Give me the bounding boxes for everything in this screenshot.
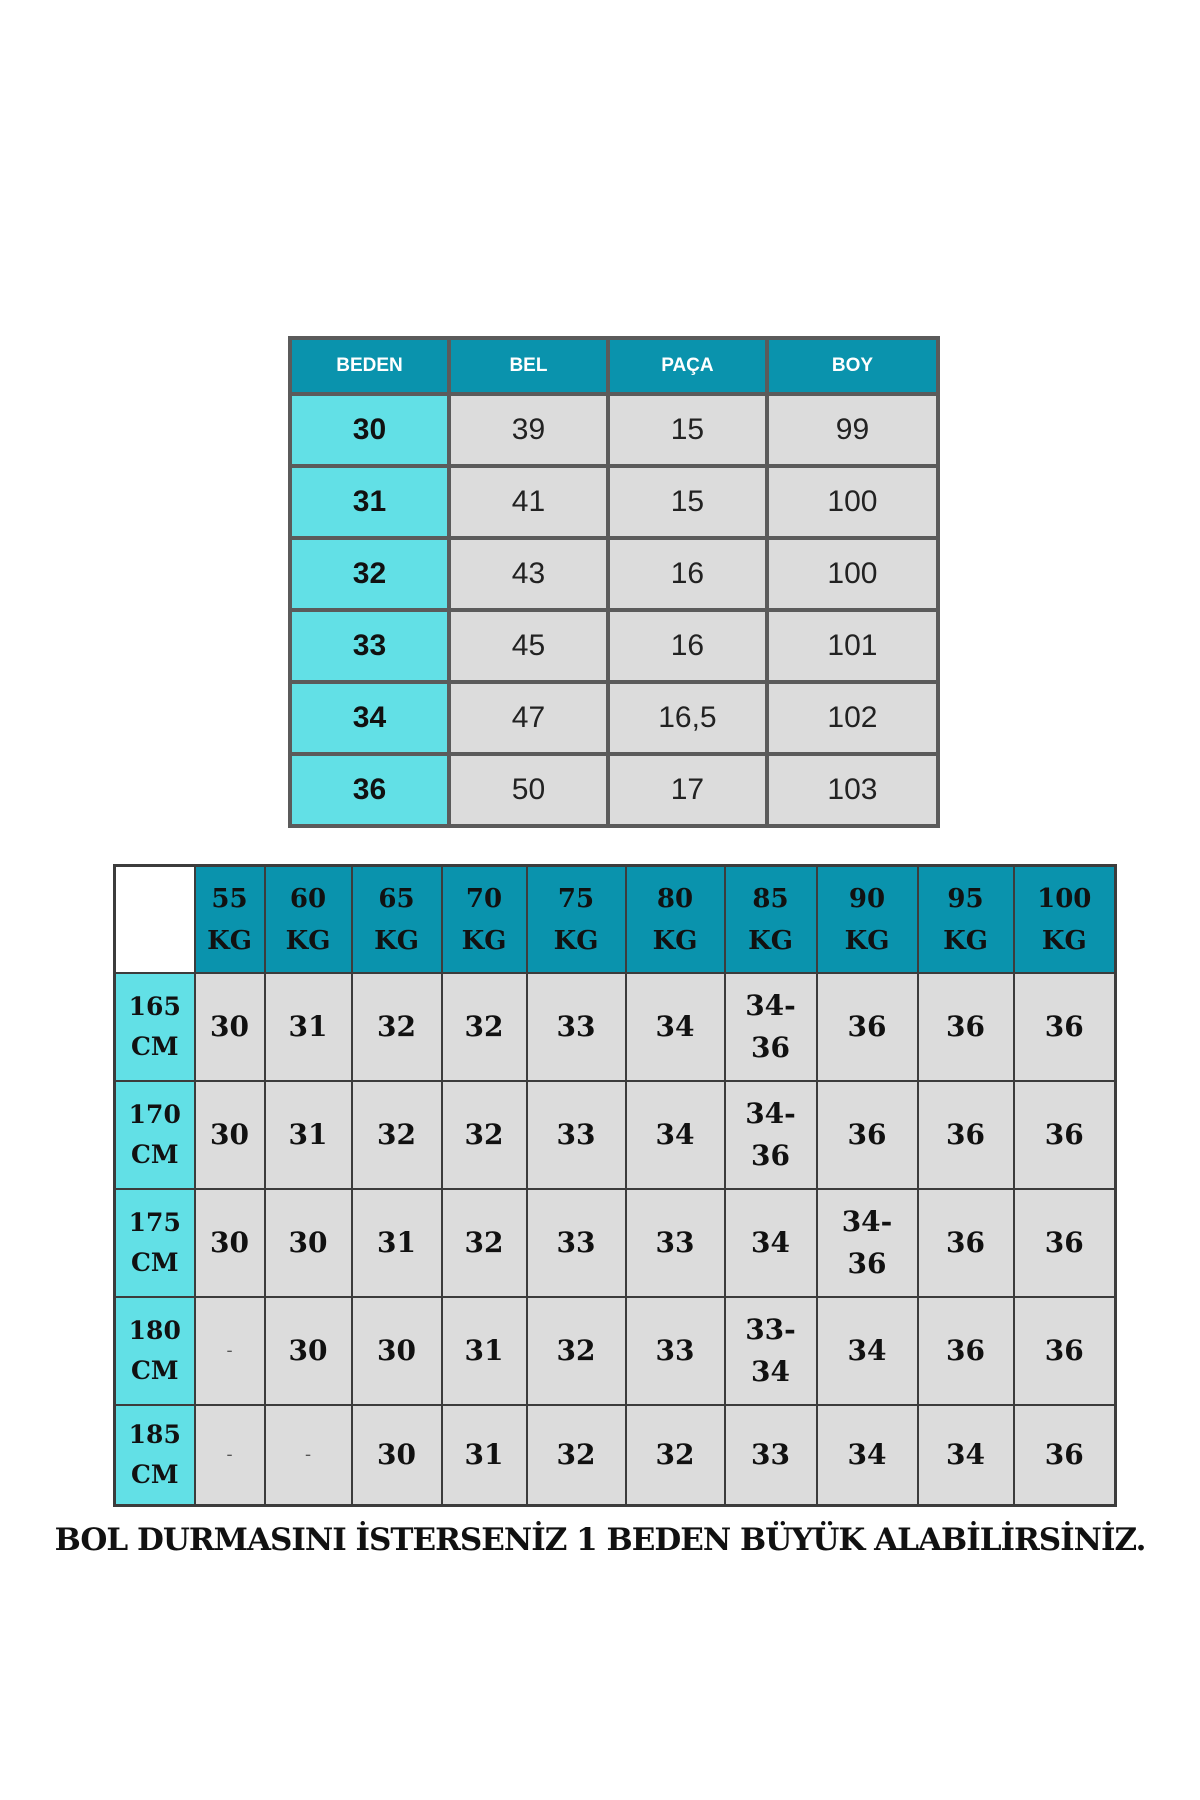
cell-line: 34 bbox=[946, 1438, 985, 1471]
cell-line: 32 bbox=[556, 1334, 596, 1367]
size-row bbox=[290, 682, 938, 754]
cell-line: CM bbox=[130, 1460, 179, 1489]
cell-line: 60 bbox=[289, 883, 327, 914]
weight-header bbox=[725, 866, 817, 974]
weight-header-row bbox=[115, 866, 1116, 974]
size-chart-table bbox=[288, 336, 940, 828]
cell-line: 36 bbox=[751, 1031, 790, 1064]
recommended-size-cell bbox=[527, 973, 626, 1081]
length-cell: 99 bbox=[767, 394, 938, 466]
size-cell: 33 bbox=[290, 610, 449, 682]
cell-line: 30 bbox=[210, 1118, 249, 1151]
recommended-size-cell bbox=[626, 1297, 725, 1405]
cell-line: 36 bbox=[847, 1010, 887, 1043]
waist-cell: 50 bbox=[449, 754, 608, 826]
recommended-size-cell bbox=[817, 1297, 918, 1405]
cell-line: KG bbox=[1041, 925, 1087, 956]
cell-line: KG bbox=[461, 925, 507, 956]
hem-cell: 15 bbox=[608, 394, 767, 466]
recommended-size-cell bbox=[265, 1297, 352, 1405]
recommended-size-cell bbox=[918, 1189, 1014, 1297]
height-cell bbox=[115, 1405, 195, 1506]
cell-line: 31 bbox=[377, 1226, 416, 1259]
cell-line: KG bbox=[652, 925, 698, 956]
fit-row bbox=[115, 1081, 1116, 1189]
header-boy: BOY bbox=[767, 338, 938, 394]
recommended-size-cell bbox=[817, 1081, 918, 1189]
weight-header bbox=[352, 866, 442, 974]
cell-line: 30 bbox=[210, 1010, 249, 1043]
cell-line: 165 bbox=[128, 992, 181, 1021]
recommended-size-cell bbox=[265, 1189, 352, 1297]
length-cell: 101 bbox=[767, 610, 938, 682]
recommended-size-cell bbox=[1014, 1189, 1116, 1297]
cell-line: 30 bbox=[288, 1334, 328, 1367]
recommended-size-cell bbox=[352, 1189, 442, 1297]
recommended-size-cell bbox=[527, 1405, 626, 1506]
cell-line: 33 bbox=[556, 1118, 596, 1151]
cell-line: 36 bbox=[1044, 1334, 1084, 1367]
recommended-size-cell bbox=[442, 1297, 527, 1405]
size-cell: 31 bbox=[290, 466, 449, 538]
cell-line: CM bbox=[130, 1248, 179, 1277]
recommended-size-cell bbox=[352, 1297, 442, 1405]
hem-cell: 17 bbox=[608, 754, 767, 826]
cell-line: 36 bbox=[1044, 1118, 1084, 1151]
recommended-size-cell bbox=[725, 1405, 817, 1506]
recommended-size-cell bbox=[626, 1405, 725, 1506]
size-cell: 34 bbox=[290, 682, 449, 754]
recommended-size-cell bbox=[918, 973, 1014, 1081]
height-cell bbox=[115, 1081, 195, 1189]
cell-line: 33 bbox=[655, 1334, 695, 1367]
cell-line: 36 bbox=[1044, 1438, 1084, 1471]
cell-line: KG bbox=[748, 925, 793, 956]
size-row bbox=[290, 754, 938, 826]
length-cell: 100 bbox=[767, 466, 938, 538]
cell-line: KG bbox=[207, 925, 252, 956]
recommended-size-cell bbox=[442, 1081, 527, 1189]
length-cell: 103 bbox=[767, 754, 938, 826]
cell-line: KG bbox=[374, 925, 419, 956]
weight-header bbox=[265, 866, 352, 974]
cell-line: CM bbox=[130, 1032, 179, 1061]
recommended-size-cell bbox=[265, 973, 352, 1081]
cell-line: 34 bbox=[847, 1334, 887, 1367]
cell-line: 36 bbox=[1044, 1226, 1084, 1259]
recommended-size-cell bbox=[817, 1189, 918, 1297]
cell-line: 34- bbox=[745, 1097, 796, 1130]
size-row bbox=[290, 610, 938, 682]
hem-cell: 16 bbox=[608, 610, 767, 682]
recommended-size-cell bbox=[195, 1081, 265, 1189]
cell-line: 70 bbox=[465, 883, 503, 914]
cell-line: 34- bbox=[841, 1205, 893, 1238]
recommended-size-cell bbox=[352, 1405, 442, 1506]
recommended-size-cell bbox=[918, 1081, 1014, 1189]
recommended-size-cell bbox=[817, 973, 918, 1081]
hem-cell: 16 bbox=[608, 538, 767, 610]
recommended-size-cell bbox=[626, 1081, 725, 1189]
cell-line: 34 bbox=[655, 1010, 695, 1043]
size-cell: 36 bbox=[290, 754, 449, 826]
corner-cell bbox=[115, 866, 195, 974]
recommended-size-cell bbox=[527, 1189, 626, 1297]
cell-line: 36 bbox=[946, 1118, 985, 1151]
cell-line: 55 bbox=[211, 883, 248, 914]
waist-cell: 47 bbox=[449, 682, 608, 754]
hem-cell: 15 bbox=[608, 466, 767, 538]
cell-line: CM bbox=[130, 1356, 179, 1385]
recommended-size-cell bbox=[442, 1189, 527, 1297]
recommended-size-cell bbox=[918, 1405, 1014, 1506]
cell-line: 34 bbox=[655, 1118, 695, 1151]
recommended-size-cell bbox=[1014, 1081, 1116, 1189]
cell-line: 33 bbox=[655, 1226, 695, 1259]
size-row bbox=[290, 466, 938, 538]
cell-line: 32 bbox=[556, 1438, 596, 1471]
cell-line: - bbox=[226, 1444, 233, 1465]
waist-cell: 43 bbox=[449, 538, 608, 610]
cell-line: 185 bbox=[128, 1420, 181, 1449]
cell-line: 32 bbox=[377, 1118, 416, 1151]
cell-line: KG bbox=[285, 925, 331, 956]
cell-line: 33 bbox=[556, 1226, 596, 1259]
cell-line: 95 bbox=[947, 883, 984, 914]
cell-line: 31 bbox=[288, 1118, 328, 1151]
recommended-size-cell bbox=[1014, 1405, 1116, 1506]
recommended-size-cell bbox=[442, 973, 527, 1081]
size-chart-header-row bbox=[290, 338, 938, 394]
recommended-size-cell bbox=[725, 1189, 817, 1297]
cell-line: 31 bbox=[464, 1334, 504, 1367]
cell-line: 36 bbox=[946, 1010, 985, 1043]
cell-line: KG bbox=[553, 925, 599, 956]
recommended-size-cell bbox=[527, 1297, 626, 1405]
weight-header bbox=[527, 866, 626, 974]
cell-line: 32 bbox=[464, 1118, 504, 1151]
recommended-size-cell bbox=[817, 1405, 918, 1506]
cell-line: 36 bbox=[1044, 1010, 1084, 1043]
cell-line: 34 bbox=[847, 1438, 887, 1471]
cell-line: 30 bbox=[377, 1334, 416, 1367]
cell-line: 36 bbox=[847, 1247, 887, 1280]
cell-line: 100 bbox=[1037, 883, 1092, 914]
weight-header bbox=[1014, 866, 1116, 974]
recommended-size-cell bbox=[195, 1189, 265, 1297]
weight-header bbox=[817, 866, 918, 974]
fit-row bbox=[115, 1297, 1116, 1405]
cell-line: 31 bbox=[288, 1010, 328, 1043]
recommended-size-cell bbox=[725, 1081, 817, 1189]
cell-line: 32 bbox=[655, 1438, 695, 1471]
cell-line: 34 bbox=[751, 1355, 790, 1388]
cell-line: 34- bbox=[745, 989, 796, 1022]
cell-line: 90 bbox=[848, 883, 886, 914]
recommended-size-cell bbox=[725, 973, 817, 1081]
recommended-size-cell bbox=[918, 1297, 1014, 1405]
cell-line: 36 bbox=[946, 1226, 985, 1259]
recommended-size-cell bbox=[195, 1297, 265, 1405]
height-cell bbox=[115, 1297, 195, 1405]
recommended-size-cell bbox=[352, 1081, 442, 1189]
cell-line: 65 bbox=[378, 883, 415, 914]
cell-line: 30 bbox=[377, 1438, 416, 1471]
cell-line: - bbox=[226, 1340, 233, 1361]
cell-line: 31 bbox=[464, 1438, 504, 1471]
cell-line: 36 bbox=[946, 1334, 985, 1367]
recommended-size-cell bbox=[195, 973, 265, 1081]
cell-line: 30 bbox=[288, 1226, 328, 1259]
cell-line: CM bbox=[130, 1140, 179, 1169]
weight-header bbox=[442, 866, 527, 974]
cell-line: 75 bbox=[557, 883, 595, 914]
header-beden: BEDEN bbox=[290, 338, 449, 394]
cell-line: 32 bbox=[464, 1010, 504, 1043]
cell-line: 36 bbox=[847, 1118, 887, 1151]
weight-header bbox=[626, 866, 725, 974]
fit-row bbox=[115, 1405, 1116, 1506]
cell-line: 32 bbox=[377, 1010, 416, 1043]
cell-line: 33- bbox=[745, 1313, 796, 1346]
waist-cell: 41 bbox=[449, 466, 608, 538]
waist-cell: 39 bbox=[449, 394, 608, 466]
waist-cell: 45 bbox=[449, 610, 608, 682]
recommended-size-cell bbox=[265, 1405, 352, 1506]
cell-line: - bbox=[304, 1444, 312, 1465]
size-cell: 32 bbox=[290, 538, 449, 610]
recommended-size-cell bbox=[626, 1189, 725, 1297]
cell-line: 30 bbox=[210, 1226, 249, 1259]
header-paca: PAÇA bbox=[608, 338, 767, 394]
cell-line: 33 bbox=[556, 1010, 596, 1043]
recommended-size-cell bbox=[265, 1081, 352, 1189]
recommended-size-cell bbox=[442, 1405, 527, 1506]
fit-guide-table bbox=[113, 864, 1117, 1507]
hem-cell: 16,5 bbox=[608, 682, 767, 754]
header-bel: BEL bbox=[449, 338, 608, 394]
cell-line: KG bbox=[844, 925, 890, 956]
cell-line: 32 bbox=[464, 1226, 504, 1259]
recommended-size-cell bbox=[1014, 1297, 1116, 1405]
recommended-size-cell bbox=[352, 973, 442, 1081]
cell-line: 170 bbox=[128, 1100, 181, 1129]
weight-header bbox=[918, 866, 1014, 974]
size-row bbox=[290, 538, 938, 610]
cell-line: 34 bbox=[751, 1226, 790, 1259]
recommended-size-cell bbox=[527, 1081, 626, 1189]
recommended-size-cell bbox=[626, 973, 725, 1081]
size-cell: 30 bbox=[290, 394, 449, 466]
fit-note: BOL DURMASINI İSTERSENİZ 1 BEDEN BÜYÜK ALABİLİRSİNİZ. bbox=[54, 1522, 1146, 1558]
height-cell bbox=[115, 973, 195, 1081]
cell-line: 80 bbox=[656, 883, 694, 914]
cell-line: 85 bbox=[752, 883, 789, 914]
length-cell: 100 bbox=[767, 538, 938, 610]
cell-line: 36 bbox=[751, 1139, 790, 1172]
length-cell: 102 bbox=[767, 682, 938, 754]
weight-header bbox=[195, 866, 265, 974]
recommended-size-cell bbox=[1014, 973, 1116, 1081]
fit-row bbox=[115, 973, 1116, 1081]
cell-line: 175 bbox=[128, 1208, 181, 1237]
cell-line: 33 bbox=[751, 1438, 790, 1471]
cell-line: KG bbox=[943, 925, 988, 956]
cell-line: 180 bbox=[128, 1316, 181, 1345]
height-cell bbox=[115, 1189, 195, 1297]
size-row bbox=[290, 394, 938, 466]
recommended-size-cell bbox=[195, 1405, 265, 1506]
fit-row bbox=[115, 1189, 1116, 1297]
recommended-size-cell bbox=[725, 1297, 817, 1405]
